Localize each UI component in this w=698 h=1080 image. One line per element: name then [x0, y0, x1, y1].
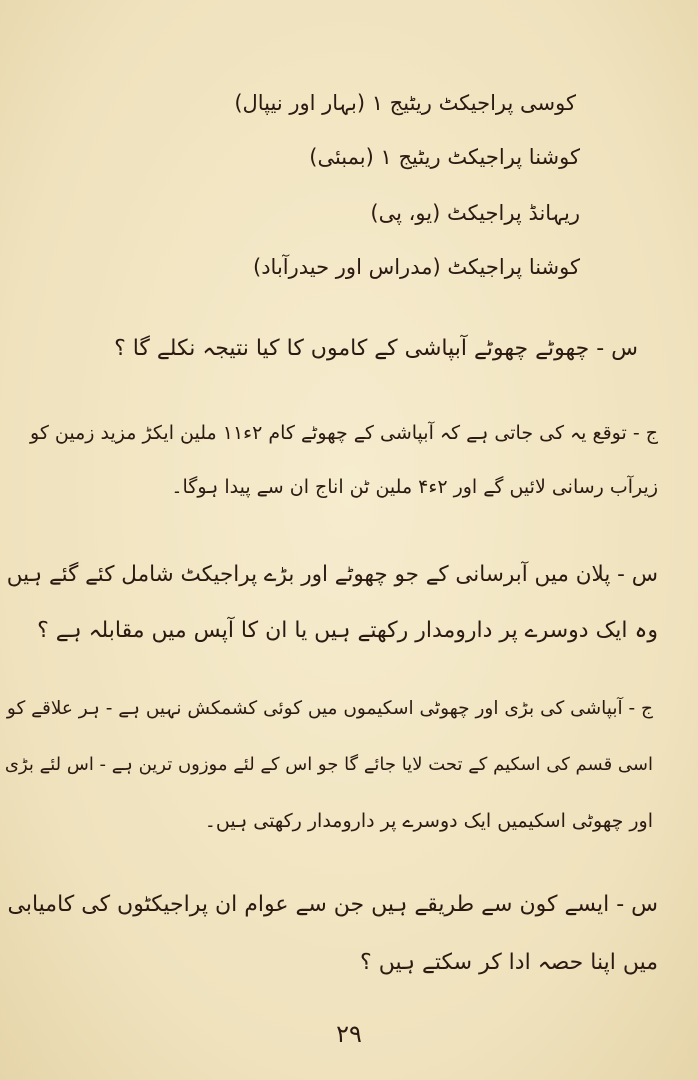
- answer-1-line: ج - توقع یہ کی جاتی ہے کہ آبپاشی کے چھوٹے کام ۲ء۱۱ ملین ایکڑ مزید زمین کو: [30, 422, 658, 444]
- answer-2-line: ج - آبپاشی کی بڑی اور چھوٹی اسکیموں میں کوئی کشمکش نہیں ہے - ہر علاقے کو: [6, 698, 653, 719]
- project-list-item: ریہانڈ پراجیکٹ (یو، پی): [370, 201, 580, 225]
- question-2-line: وہ ایک دوسرے پر دارومدار رکھتے ہیں یا ان کا آپس میں مقابلہ ہے ؟: [37, 618, 658, 643]
- question-1: س - چھوٹے چھوٹے آبپاشی کے کاموں کا کیا نتیجہ نکلے گا ؟: [114, 336, 638, 361]
- answer-2-line: اسی قسم کی اسکیم کے تحت لایا جائے گا جو اس کے لئے موزوں ترین ہے - اس لئے بڑی: [4, 754, 653, 775]
- question-3-line: میں اپنا حصہ ادا کر سکتے ہیں ؟: [360, 950, 658, 975]
- project-list-item: کوشنا پراجیکٹ ریٹیج ۱ (بمبئی): [309, 145, 580, 169]
- question-3-line: س - ایسے کون سے طریقے ہیں جن سے عوام ان پراجیکٹوں کی کامیابی: [7, 892, 658, 917]
- answer-2-line: اور چھوٹی اسکیمیں ایک دوسرے پر دارومدار رکھتی ہیں۔: [204, 810, 653, 832]
- page-number: ۲۹: [336, 1020, 362, 1048]
- answer-1-line: زیرآب رسانی لائیں گے اور ۲ء۴ ملین ٹن اناج ان سے پیدا ہوگا۔: [171, 476, 658, 498]
- project-list-item: کوشنا پراجیکٹ (مدراس اور حیدرآباد): [253, 255, 580, 279]
- project-list-item: کوسی پراجیکٹ ریٹیج ۱ (بہار اور نیپال): [234, 91, 576, 115]
- question-2-line: س - پلان میں آبرسانی کے جو چھوٹے اور بڑے پراجیکٹ شامل کئے گئے ہیں: [6, 562, 658, 587]
